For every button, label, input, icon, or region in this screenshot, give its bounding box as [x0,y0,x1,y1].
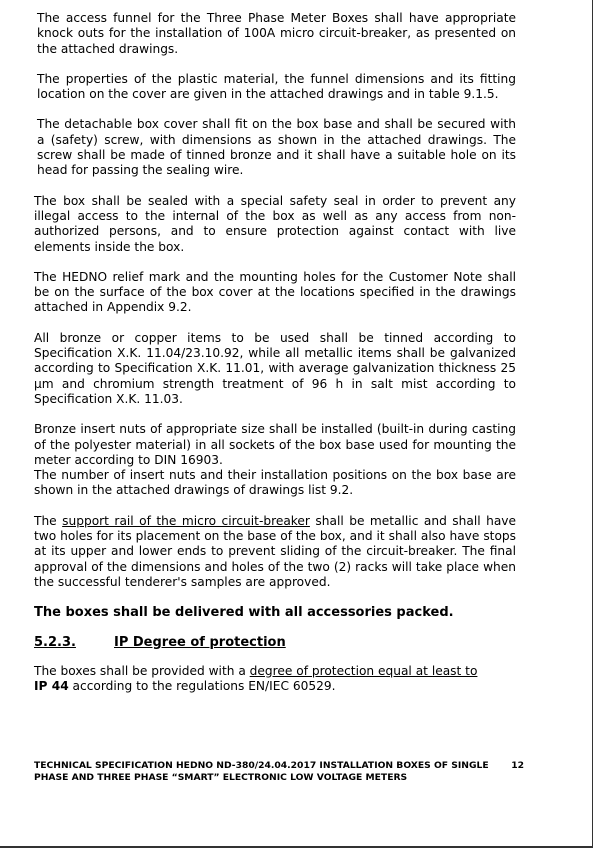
ip-pre: The boxes shall be provided with a [34,663,250,678]
ip-post: according to the regulations EN/IEC 60529. [68,679,336,694]
paragraph-support-rail [34,514,516,590]
section-title: IP Degree of protection [114,634,286,650]
paragraph-seal: The box shall be sealed with a special safety seal in order to prevent any illegal access to the internal of the box as well as any access from non-authorized persons, and to ensure protection against contact with live elements inside the box. [34,193,516,254]
paragraph-relief-mark: The HEDNO relief mark and the mounting holes for the Customer Note shall be on the surface of the box cover at the locations specified in the drawings attached in Appendix 9.2. [34,269,516,315]
support-rail-post: shall be metallic and shall have two holes for its placement on the base of the box, and it shall also have stops at its upper and lower ends to prevent sliding of the circuit-breaker. The final approval of the dimensions and holes of the two (2) racks will take place when the successful tenderer's samples are approved. [34,513,516,589]
paragraph-access-funnel: The access funnel for the Three Phase Meter Boxes shall have appropriate knock outs for the installation of 100A micro circuit-breaker, as presented on the attached drawings. [37,11,516,56]
support-rail-underlined: support rail of the micro circuit-breaker [62,513,310,528]
page-footer [34,760,524,783]
paragraph-insert-nuts-positions: The number of insert nuts and their installation positions on the box base are shown in the attached drawings of drawings list 9.2. [34,468,516,498]
accessories-bold-line: The boxes shall be delivered with all accessories packed. [34,605,454,621]
paragraph-insert-nuts: Bronze insert nuts of appropriate size shall be installed (built-in during casting of the polyester material) in all sockets of the box base used for mounting the meter according to DIN 16903. [34,422,516,467]
footer-line-1: TECHNICAL SPECIFICATION HEDNO ND-380/24.04.2017 INSTALLATION BOXES OF SINGLE [34,760,489,771]
ip-underlined: degree of protection equal at least to [249,663,478,678]
support-rail-pre: The [34,513,63,528]
page-number: 12 [511,760,524,771]
footer-line-2: PHASE AND THREE PHASE “SMART” ELECTRONIC LOW VOLTAGE METERS [34,771,408,783]
body-text [34,11,516,709]
ip-bold: IP 44 [34,679,69,694]
paragraph-plastic-material: The properties of the plastic material, the funnel dimensions and its fitting location on the cover are given in the attached drawings and in table 9.1.5. [37,71,516,102]
paragraph-ip-degree [34,664,516,695]
paragraph-bronze-items: All bronze or copper items to be used shall be tinned according to Specification X.K. 11.04/23.10.92, while all metallic items shall be galvanized according to Specification X.K. 11.01, with average galvanization thickness 25 μm and chromium strength treatment of 96 h in salt mist according to Specification X.K. 11.03. [34,330,516,406]
paragraph-box-cover: The detachable box cover shall fit on the box base and shall be secured with a (safety) screw, with dimensions as shown in the attached drawings. The screw shall be made of tinned bronze and it shall have a suitable hole on its head for passing the sealing wire. [37,117,516,178]
section-number: 5.2.3. [34,634,76,650]
section-heading [34,635,516,650]
